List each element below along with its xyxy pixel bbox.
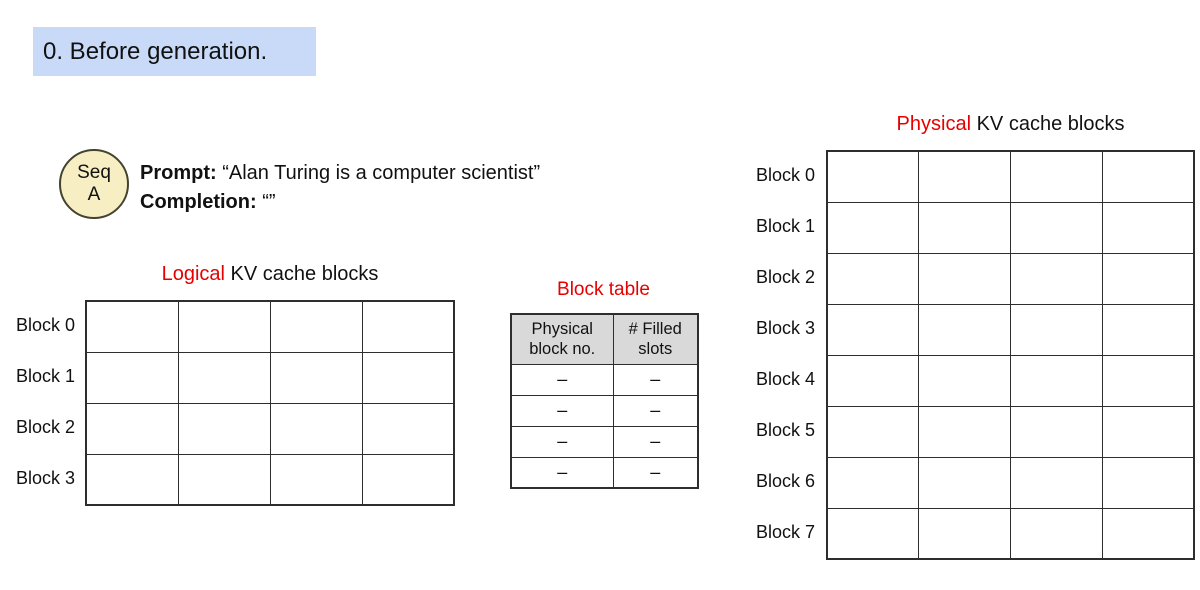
logical-kv-slot <box>362 352 454 403</box>
physical-kv-slot <box>1011 253 1103 304</box>
physical-kv-slot <box>1011 355 1103 406</box>
physical-kv-slot <box>1011 457 1103 508</box>
block-table-row <box>511 457 698 488</box>
block-table-row <box>511 395 698 426</box>
physical-block-label-0: Block 0 <box>755 165 815 185</box>
logical-kv-slot <box>270 403 362 454</box>
block-table-cell: – <box>613 364 698 395</box>
block-table-cell: – <box>511 426 613 457</box>
block-table-cell: – <box>613 395 698 426</box>
physical-kv-slot <box>1102 304 1194 355</box>
block-table-row <box>511 426 698 457</box>
physical-kv-slot <box>919 253 1011 304</box>
physical-kv-slot <box>827 355 919 406</box>
physical-kv-slot <box>827 406 919 457</box>
slide-step-title-box <box>33 27 316 76</box>
physical-kv-slot <box>1102 151 1194 202</box>
completion-line <box>140 188 540 217</box>
block-table-cell: – <box>511 395 613 426</box>
physical-block-label-7: Block 7 <box>755 522 815 542</box>
physical-kv-slot <box>919 406 1011 457</box>
physical-kv-slot <box>827 304 919 355</box>
logical-kv-title <box>85 263 455 286</box>
sequence-badge-line2: A <box>87 184 101 205</box>
logical-block-label-0: Block 0 <box>15 315 75 335</box>
physical-kv-slot <box>1102 457 1194 508</box>
physical-kv-slot <box>919 304 1011 355</box>
physical-kv-slot <box>1102 253 1194 304</box>
block-table-title: Block table <box>557 279 650 300</box>
physical-block-label-3: Block 3 <box>755 318 815 338</box>
block-table-cell: – <box>613 426 698 457</box>
logical-block-label-1: Block 1 <box>15 366 75 386</box>
logical-kv-slot <box>86 352 178 403</box>
physical-kv-slot <box>827 253 919 304</box>
prompt-line <box>140 159 540 188</box>
prompt-label: Prompt: <box>140 162 217 184</box>
logical-kv-slot <box>86 403 178 454</box>
sequence-badge-line1: Seq <box>77 162 111 184</box>
physical-kv-slot <box>1011 304 1103 355</box>
physical-kv-slot <box>919 355 1011 406</box>
logical-kv-slot <box>362 301 454 352</box>
logical-kv-slot <box>362 454 454 505</box>
physical-kv-slot <box>1102 355 1194 406</box>
prompt-value: “Alan Turing is a computer scientist” <box>222 162 541 184</box>
completion-value: “” <box>262 191 276 213</box>
physical-block-label-5: Block 5 <box>755 420 815 440</box>
physical-kv-slot <box>919 202 1011 253</box>
physical-kv-slot <box>919 457 1011 508</box>
physical-kv-slot <box>1011 151 1103 202</box>
physical-kv-slot <box>919 508 1011 559</box>
physical-block-label-4: Block 4 <box>755 369 815 389</box>
block-table <box>510 313 699 489</box>
logical-kv-slot <box>178 352 270 403</box>
physical-kv-slot <box>827 202 919 253</box>
logical-kv-grid <box>85 300 455 506</box>
logical-kv-slot <box>270 352 362 403</box>
slide-step-title: 0. Before generation. <box>43 37 268 65</box>
logical-kv-slot <box>86 301 178 352</box>
logical-kv-title-rest: KV cache blocks <box>224 263 379 285</box>
block-table-cell: – <box>613 457 698 488</box>
logical-kv-slot <box>178 301 270 352</box>
physical-kv-slot <box>1102 508 1194 559</box>
logical-kv-title-red: Logical <box>161 263 225 285</box>
physical-kv-slot <box>1011 202 1103 253</box>
physical-kv-slot <box>1011 508 1103 559</box>
physical-kv-grid <box>826 150 1195 560</box>
physical-kv-slot <box>1011 406 1103 457</box>
physical-kv-slot <box>827 508 919 559</box>
physical-kv-slot <box>1102 202 1194 253</box>
physical-kv-slot <box>827 457 919 508</box>
logical-kv-slot <box>86 454 178 505</box>
physical-block-label-1: Block 1 <box>755 216 815 236</box>
logical-kv-slot <box>178 403 270 454</box>
physical-row-labels <box>740 150 815 558</box>
logical-kv-slot <box>270 454 362 505</box>
physical-kv-title-red: Physical <box>896 113 972 135</box>
physical-kv-slot <box>919 151 1011 202</box>
physical-block-label-6: Block 6 <box>755 471 815 491</box>
physical-kv-title-rest: KV cache blocks <box>971 113 1125 135</box>
block-table-cell: – <box>511 457 613 488</box>
logical-block-label-2: Block 2 <box>15 417 75 437</box>
sequence-a-badge <box>59 149 129 219</box>
block-table-header-1: # Filled slots <box>613 314 698 364</box>
logical-kv-slot <box>362 403 454 454</box>
physical-kv-slot <box>827 151 919 202</box>
physical-kv-slot <box>1102 406 1194 457</box>
physical-kv-title <box>826 113 1195 136</box>
logical-row-labels <box>0 300 75 504</box>
logical-kv-slot <box>270 301 362 352</box>
sequence-text-block <box>140 159 540 217</box>
physical-block-label-2: Block 2 <box>755 267 815 287</box>
completion-label: Completion: <box>140 191 257 213</box>
block-table-row <box>511 364 698 395</box>
block-table-header-0: Physical block no. <box>511 314 613 364</box>
logical-block-label-3: Block 3 <box>15 468 75 488</box>
block-table-cell: – <box>511 364 613 395</box>
logical-kv-slot <box>178 454 270 505</box>
